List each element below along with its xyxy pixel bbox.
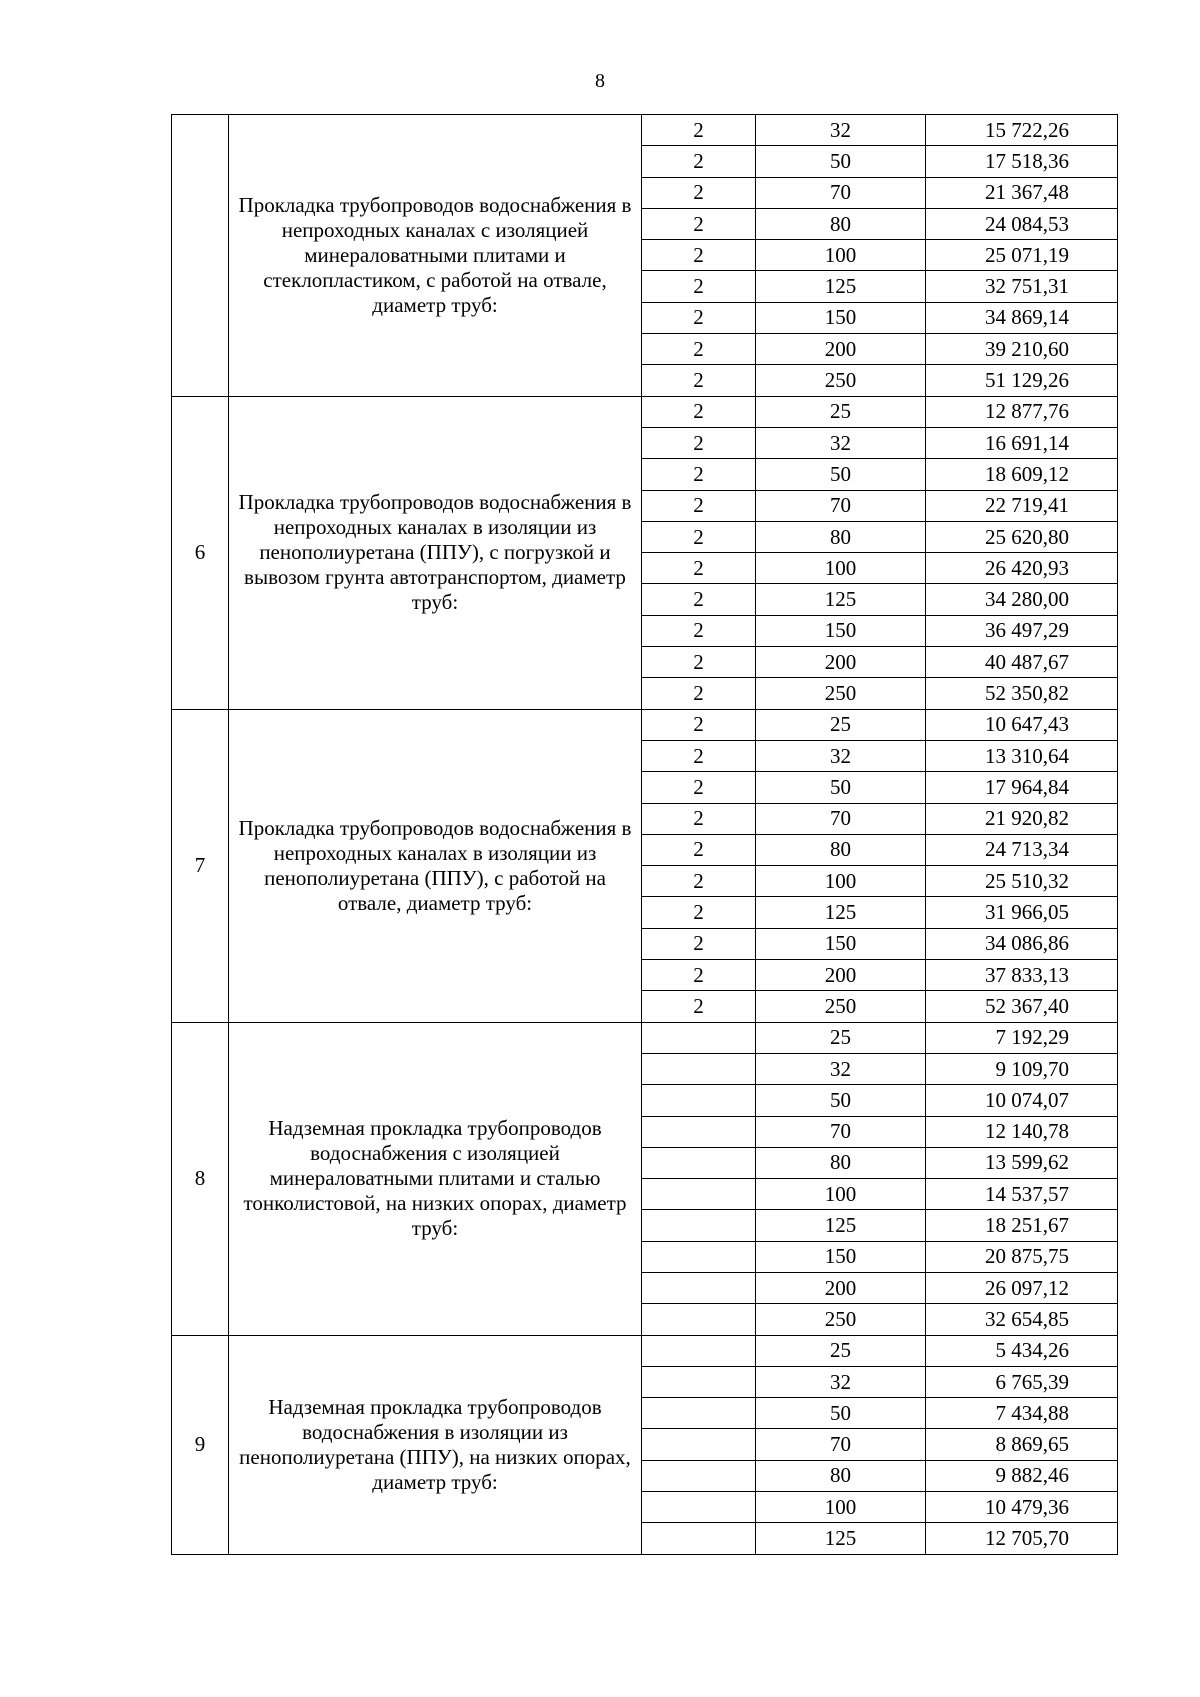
- price-cell: 7 192,29: [926, 1022, 1118, 1053]
- item-number: 8: [172, 1022, 229, 1335]
- price-cell: 12 140,78: [926, 1116, 1118, 1147]
- pipe-count-cell: 2: [642, 709, 756, 740]
- diameter-cell: 32: [756, 427, 926, 458]
- diameter-cell: 250: [756, 678, 926, 709]
- price-cell: 26 420,93: [926, 553, 1118, 584]
- pipe-count-cell: [642, 1366, 756, 1397]
- pipe-count-cell: 2: [642, 834, 756, 865]
- pipe-count-cell: [642, 1210, 756, 1241]
- pipe-count-cell: [642, 1147, 756, 1178]
- price-cell: 36 497,29: [926, 615, 1118, 646]
- item-number: 9: [172, 1335, 229, 1554]
- diameter-cell: 80: [756, 1147, 926, 1178]
- pipe-count-cell: 2: [642, 240, 756, 271]
- diameter-cell: 70: [756, 1429, 926, 1460]
- item-description: Прокладка трубопроводов водоснабжения в непроходных каналах в изоляции из пенополиуретана (ППУ), с погрузкой и вывозом грунта автотранспортом, диаметр труб:: [229, 396, 642, 709]
- price-cell: 13 599,62: [926, 1147, 1118, 1178]
- diameter-cell: 50: [756, 1085, 926, 1116]
- diameter-cell: 50: [756, 146, 926, 177]
- price-cell: 15 722,26: [926, 115, 1118, 146]
- diameter-cell: 250: [756, 365, 926, 396]
- diameter-cell: 150: [756, 1241, 926, 1272]
- pipe-count-cell: 2: [642, 678, 756, 709]
- table-row: [172, 1022, 1118, 1053]
- pipe-count-cell: [642, 1460, 756, 1491]
- item-description: Прокладка трубопроводов водоснабжения в непроходных каналах в изоляции из пенополиуретана (ППУ), с работой на отвале, диаметр труб:: [229, 709, 642, 1022]
- pipe-count-cell: [642, 1492, 756, 1523]
- pipe-count-cell: [642, 1022, 756, 1053]
- price-cell: 14 537,57: [926, 1179, 1118, 1210]
- price-cell: 34 869,14: [926, 302, 1118, 333]
- item-number: 6: [172, 396, 229, 709]
- price-cell: 51 129,26: [926, 365, 1118, 396]
- price-cell: 16 691,14: [926, 427, 1118, 458]
- pipe-count-cell: 2: [642, 960, 756, 991]
- diameter-cell: 200: [756, 647, 926, 678]
- pipe-count-cell: [642, 1335, 756, 1366]
- price-cell: 26 097,12: [926, 1272, 1118, 1303]
- pipe-count-cell: 2: [642, 647, 756, 678]
- diameter-cell: 100: [756, 866, 926, 897]
- pipe-count-cell: 2: [642, 584, 756, 615]
- diameter-cell: 25: [756, 1022, 926, 1053]
- price-cell: 39 210,60: [926, 334, 1118, 365]
- diameter-cell: 100: [756, 1179, 926, 1210]
- price-cell: 22 719,41: [926, 490, 1118, 521]
- pipe-count-cell: 2: [642, 553, 756, 584]
- tariff-table-body: [172, 115, 1118, 1555]
- price-cell: 13 310,64: [926, 740, 1118, 771]
- price-cell: 17 964,84: [926, 772, 1118, 803]
- pipe-count-cell: 2: [642, 177, 756, 208]
- price-cell: 6 765,39: [926, 1366, 1118, 1397]
- diameter-cell: 50: [756, 459, 926, 490]
- diameter-cell: 150: [756, 928, 926, 959]
- price-cell: 34 086,86: [926, 928, 1118, 959]
- pipe-count-cell: 2: [642, 740, 756, 771]
- diameter-cell: 25: [756, 709, 926, 740]
- pipe-count-cell: 2: [642, 897, 756, 928]
- diameter-cell: 80: [756, 208, 926, 239]
- price-cell: 31 966,05: [926, 897, 1118, 928]
- price-cell: 10 479,36: [926, 1492, 1118, 1523]
- diameter-cell: 250: [756, 1304, 926, 1335]
- item-number: 7: [172, 709, 229, 1022]
- pipe-count-cell: 2: [642, 302, 756, 333]
- table-row: [172, 396, 1118, 427]
- price-cell: 10 074,07: [926, 1085, 1118, 1116]
- table-row: [172, 115, 1118, 146]
- diameter-cell: 25: [756, 1335, 926, 1366]
- price-cell: 34 280,00: [926, 584, 1118, 615]
- price-cell: 21 367,48: [926, 177, 1118, 208]
- price-cell: 18 609,12: [926, 459, 1118, 490]
- diameter-cell: 80: [756, 1460, 926, 1491]
- price-cell: 32 751,31: [926, 271, 1118, 302]
- pipe-count-cell: [642, 1523, 756, 1554]
- price-cell: 40 487,67: [926, 647, 1118, 678]
- pipe-count-cell: [642, 1053, 756, 1084]
- diameter-cell: 50: [756, 772, 926, 803]
- diameter-cell: 250: [756, 991, 926, 1022]
- price-cell: 17 518,36: [926, 146, 1118, 177]
- pipe-count-cell: 2: [642, 866, 756, 897]
- pipe-count-cell: 2: [642, 490, 756, 521]
- pipe-count-cell: [642, 1429, 756, 1460]
- pipe-count-cell: 2: [642, 334, 756, 365]
- diameter-cell: 125: [756, 1523, 926, 1554]
- diameter-cell: 50: [756, 1398, 926, 1429]
- price-cell: 52 350,82: [926, 678, 1118, 709]
- price-cell: 12 877,76: [926, 396, 1118, 427]
- pipe-count-cell: 2: [642, 928, 756, 959]
- price-cell: 52 367,40: [926, 991, 1118, 1022]
- price-cell: 7 434,88: [926, 1398, 1118, 1429]
- item-number: [172, 115, 229, 397]
- diameter-cell: 70: [756, 1116, 926, 1147]
- diameter-cell: 80: [756, 521, 926, 552]
- pipe-count-cell: [642, 1085, 756, 1116]
- diameter-cell: 200: [756, 334, 926, 365]
- pipe-count-cell: 2: [642, 396, 756, 427]
- diameter-cell: 125: [756, 1210, 926, 1241]
- tariff-table: [171, 114, 1118, 1555]
- diameter-cell: 125: [756, 897, 926, 928]
- table-row: [172, 1335, 1118, 1366]
- price-cell: 8 869,65: [926, 1429, 1118, 1460]
- pipe-count-cell: [642, 1398, 756, 1429]
- pipe-count-cell: [642, 1272, 756, 1303]
- pipe-count-cell: 2: [642, 772, 756, 803]
- table-row: [172, 709, 1118, 740]
- price-cell: 25 620,80: [926, 521, 1118, 552]
- price-cell: 21 920,82: [926, 803, 1118, 834]
- diameter-cell: 200: [756, 1272, 926, 1303]
- pipe-count-cell: 2: [642, 208, 756, 239]
- pipe-count-cell: [642, 1304, 756, 1335]
- price-cell: 32 654,85: [926, 1304, 1118, 1335]
- pipe-count-cell: 2: [642, 365, 756, 396]
- pipe-count-cell: 2: [642, 427, 756, 458]
- diameter-cell: 32: [756, 740, 926, 771]
- price-cell: 18 251,67: [926, 1210, 1118, 1241]
- pipe-count-cell: 2: [642, 615, 756, 646]
- diameter-cell: 150: [756, 615, 926, 646]
- diameter-cell: 100: [756, 1492, 926, 1523]
- price-cell: 24 084,53: [926, 208, 1118, 239]
- pipe-count-cell: [642, 1116, 756, 1147]
- diameter-cell: 32: [756, 1366, 926, 1397]
- price-cell: 37 833,13: [926, 960, 1118, 991]
- item-description: Прокладка трубопроводов водоснабжения в непроходных каналах с изоляцией минераловатными плитами и стеклопластиком, с работой на отвале, диаметр труб:: [229, 115, 642, 397]
- pipe-count-cell: 2: [642, 991, 756, 1022]
- item-description: Надземная прокладка трубопроводов водоснабжения в изоляции из пенополиуретана (ППУ), на низких опорах, диаметр труб:: [229, 1335, 642, 1554]
- price-cell: 9 882,46: [926, 1460, 1118, 1491]
- price-cell: 25 071,19: [926, 240, 1118, 271]
- pipe-count-cell: 2: [642, 115, 756, 146]
- price-cell: 25 510,32: [926, 866, 1118, 897]
- pipe-count-cell: [642, 1241, 756, 1272]
- price-cell: 24 713,34: [926, 834, 1118, 865]
- pipe-count-cell: 2: [642, 146, 756, 177]
- pipe-count-cell: [642, 1179, 756, 1210]
- item-description: Надземная прокладка трубопроводов водоснабжения с изоляцией минераловатными плитами и сталью тонколистовой, на низких опорах, диаметр труб:: [229, 1022, 642, 1335]
- price-cell: 10 647,43: [926, 709, 1118, 740]
- diameter-cell: 32: [756, 1053, 926, 1084]
- price-cell: 9 109,70: [926, 1053, 1118, 1084]
- pipe-count-cell: 2: [642, 803, 756, 834]
- diameter-cell: 70: [756, 490, 926, 521]
- diameter-cell: 150: [756, 302, 926, 333]
- pipe-count-cell: 2: [642, 459, 756, 490]
- diameter-cell: 32: [756, 115, 926, 146]
- diameter-cell: 70: [756, 177, 926, 208]
- diameter-cell: 100: [756, 553, 926, 584]
- price-cell: 12 705,70: [926, 1523, 1118, 1554]
- page-number: 8: [595, 70, 605, 92]
- diameter-cell: 100: [756, 240, 926, 271]
- price-cell: 5 434,26: [926, 1335, 1118, 1366]
- diameter-cell: 70: [756, 803, 926, 834]
- diameter-cell: 25: [756, 396, 926, 427]
- diameter-cell: 125: [756, 584, 926, 615]
- pipe-count-cell: 2: [642, 521, 756, 552]
- diameter-cell: 80: [756, 834, 926, 865]
- price-cell: 20 875,75: [926, 1241, 1118, 1272]
- pipe-count-cell: 2: [642, 271, 756, 302]
- diameter-cell: 125: [756, 271, 926, 302]
- diameter-cell: 200: [756, 960, 926, 991]
